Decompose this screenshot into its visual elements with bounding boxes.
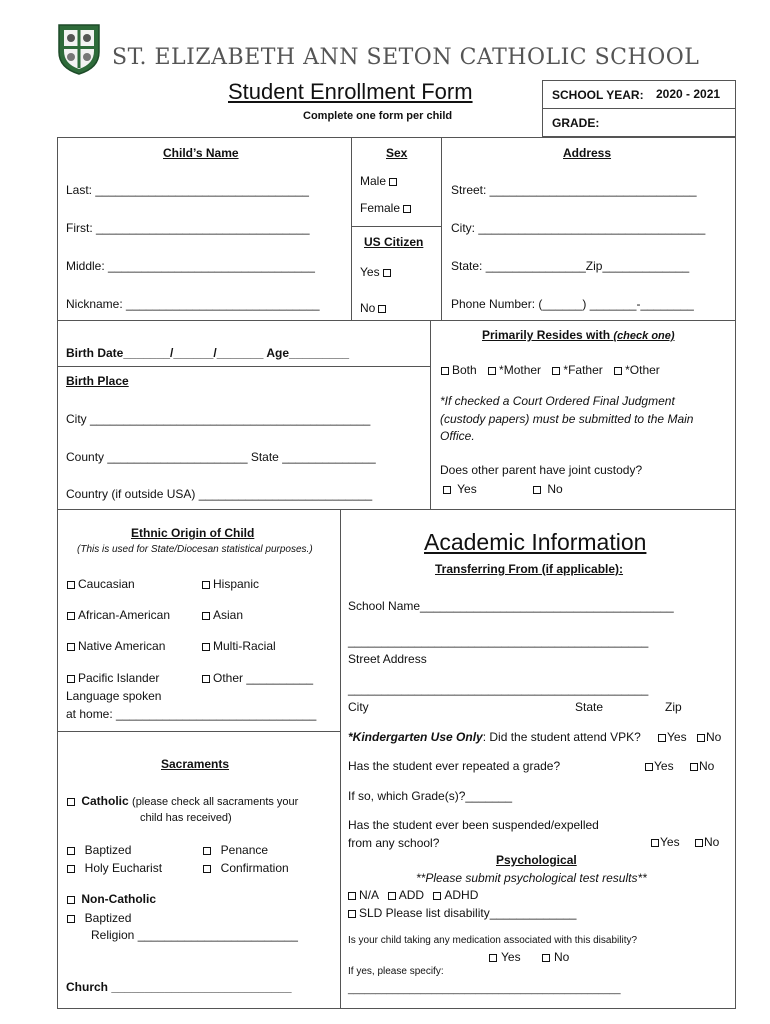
confirmation-checkbox[interactable] xyxy=(203,865,211,873)
ethnic-asian[interactable] xyxy=(199,608,243,622)
sacraments-heading: Sacraments xyxy=(161,757,230,771)
nc-baptized-checkbox[interactable] xyxy=(67,915,75,923)
asian-label: Asian xyxy=(213,608,244,622)
other-ethnic-checkbox[interactable] xyxy=(202,675,210,683)
vpk-yes-checkbox[interactable] xyxy=(658,734,666,742)
adhd-checkbox[interactable] xyxy=(433,892,441,900)
resides-heading xyxy=(482,328,675,342)
academic-zip-label: Zip xyxy=(665,700,682,714)
joint-no-label: No xyxy=(547,482,563,496)
vpk-no-label: No xyxy=(706,730,722,744)
penance-label: Penance xyxy=(220,843,269,857)
catholic-note: (please check all sacraments your xyxy=(132,796,299,808)
nc-baptized-label: Baptized xyxy=(84,911,132,925)
sacrament-baptized[interactable] xyxy=(64,843,131,857)
non-catholic-checkbox[interactable] xyxy=(67,896,75,904)
catholic-label: Catholic xyxy=(81,794,129,808)
custody-note-line3: Office. xyxy=(440,429,475,443)
repeated-yes[interactable] xyxy=(644,759,674,773)
adhd-label: ADHD xyxy=(444,888,479,902)
birth-country-field[interactable]: Country (if outside USA) __________________________ xyxy=(66,487,373,501)
school-name-line2[interactable]: _____________________________________________ xyxy=(348,634,649,648)
psych-options xyxy=(348,888,478,902)
childs-name-heading: Child’s Name xyxy=(163,146,239,160)
medication-no-checkbox[interactable] xyxy=(542,954,550,962)
suspended-no-checkbox[interactable] xyxy=(695,839,703,847)
pacific-islander-checkbox[interactable] xyxy=(67,675,75,683)
baptized-checkbox[interactable] xyxy=(67,847,75,855)
multi-racial-label: Multi-Racial xyxy=(213,639,276,653)
penance-checkbox[interactable] xyxy=(203,847,211,855)
repeated-no[interactable] xyxy=(689,759,714,773)
sacrament-confirmation[interactable] xyxy=(200,861,289,875)
catholic-note-line2: child has received) xyxy=(140,812,232,824)
school-year-value: 2020 - 2021 xyxy=(656,87,721,101)
resides-father-label: *Father xyxy=(563,363,603,377)
citizen-yes-option[interactable] xyxy=(360,265,394,279)
citizen-yes-checkbox[interactable] xyxy=(383,269,391,277)
citizen-yes-label: Yes xyxy=(360,265,380,279)
vpk-no[interactable] xyxy=(696,730,721,744)
joint-custody-yes[interactable] xyxy=(440,482,477,496)
street-address-label: Street Address xyxy=(348,652,427,666)
citizen-no-checkbox[interactable] xyxy=(378,305,386,313)
suspended-question-line2: from any school? xyxy=(348,836,440,850)
resides-options xyxy=(438,363,660,377)
na-label: N/A xyxy=(359,888,379,902)
eucharist-label: Holy Eucharist xyxy=(84,861,163,875)
pacific-islander-label: Pacific Islander xyxy=(78,671,160,685)
resides-father-checkbox[interactable] xyxy=(552,367,560,375)
custody-note-line1: *If checked a Court Ordered Final Judgment xyxy=(440,394,675,408)
sex-male-option[interactable] xyxy=(360,174,400,188)
sex-male-label: Male xyxy=(360,174,387,188)
academic-heading: Academic Information xyxy=(424,529,647,555)
eucharist-checkbox[interactable] xyxy=(67,865,75,873)
native-american-checkbox[interactable] xyxy=(67,643,75,651)
resides-heading-note: (check one) xyxy=(613,330,675,342)
ethnic-pacific-islander[interactable] xyxy=(64,671,159,685)
vpk-yes[interactable] xyxy=(657,730,687,744)
other-ethnic-label: Other __________ xyxy=(213,671,314,685)
citizen-no-option[interactable] xyxy=(360,301,389,315)
school-name-field[interactable]: School Name______________________________________ xyxy=(348,599,674,613)
birth-county-state-field[interactable]: County _____________________ State ______________ xyxy=(66,450,376,464)
academic-city-label: City xyxy=(348,700,369,714)
suspended-no[interactable] xyxy=(694,835,719,849)
nickname-field[interactable]: Nickname: _____________________________ xyxy=(66,297,320,311)
street-address-line[interactable]: _____________________________________________ xyxy=(348,682,649,696)
vpk-no-checkbox[interactable] xyxy=(697,734,705,742)
native-american-label: Native American xyxy=(78,639,166,653)
transferring-heading: Transferring From (if applicable): xyxy=(435,562,624,576)
citizen-no-label: No xyxy=(360,301,376,315)
caucasian-checkbox[interactable] xyxy=(67,581,75,589)
custody-note-line2: (custody papers) must be submitted to the Main xyxy=(440,412,694,426)
specify-label: If yes, please specify: xyxy=(348,966,444,977)
hispanic-label: Hispanic xyxy=(213,577,260,591)
joint-yes-checkbox[interactable] xyxy=(443,486,451,494)
ethnic-african-american[interactable] xyxy=(64,608,170,622)
catholic-checkbox[interactable] xyxy=(67,798,75,806)
grade-label: GRADE: xyxy=(552,116,600,130)
which-grade-field[interactable]: If so, which Grade(s)?_______ xyxy=(348,789,513,803)
repeated-yes-label: Yes xyxy=(654,759,674,773)
kindergarten-label: *Kindergarten Use Only xyxy=(348,730,483,744)
phone-field[interactable]: Phone Number: (______) _______-________ xyxy=(451,297,694,311)
ethnic-heading: Ethnic Origin of Child xyxy=(131,526,255,540)
first-name-field[interactable]: First: ________________________________ xyxy=(66,221,310,235)
religion-field[interactable]: Religion ________________________ xyxy=(91,928,298,942)
resides-mother-checkbox[interactable] xyxy=(488,367,496,375)
us-citizen-heading: US Citizen xyxy=(364,235,424,249)
joint-yes-label: Yes xyxy=(457,482,477,496)
school-crest-logo xyxy=(56,22,102,76)
african-american-checkbox[interactable] xyxy=(67,612,75,620)
church-field[interactable]: Church ___________________________ xyxy=(66,980,292,994)
medication-question: Is your child taking any medication associated with this disability? xyxy=(348,935,638,946)
nc-baptized-option[interactable] xyxy=(64,911,131,925)
resides-mother-label: *Mother xyxy=(499,363,542,377)
sex-heading: Sex xyxy=(386,146,408,160)
birth-city-field[interactable]: City __________________________________________ xyxy=(66,412,371,426)
last-name-field[interactable]: Last: ________________________________ xyxy=(66,183,309,197)
city-field[interactable]: City: __________________________________ xyxy=(451,221,706,235)
repeated-no-checkbox[interactable] xyxy=(690,763,698,771)
form-title: Student Enrollment Form xyxy=(228,79,473,104)
ethnic-other[interactable] xyxy=(199,671,313,685)
street-field[interactable]: Street: _______________________________ xyxy=(451,183,697,197)
sex-female-option[interactable] xyxy=(360,201,414,215)
academic-state-label: State xyxy=(575,700,604,714)
resides-other-label: *Other xyxy=(625,363,660,377)
medication-yes-checkbox[interactable] xyxy=(489,954,497,962)
sex-female-checkbox[interactable] xyxy=(403,205,411,213)
baptized-label: Baptized xyxy=(84,843,132,857)
african-american-label: African-American xyxy=(78,608,171,622)
repeated-grade-question: Has the student ever repeated a grade? xyxy=(348,759,561,773)
repeated-yes-checkbox[interactable] xyxy=(645,763,653,771)
na-checkbox[interactable] xyxy=(348,892,356,900)
caucasian-label: Caucasian xyxy=(78,577,135,591)
add-label: ADD xyxy=(398,888,425,902)
state-zip-field[interactable]: State: _______________Zip_____________ xyxy=(451,259,690,273)
sex-female-label: Female xyxy=(360,201,401,215)
sld-field[interactable] xyxy=(348,906,576,920)
kindergarten-question xyxy=(348,730,641,744)
joint-no-checkbox[interactable] xyxy=(533,486,541,494)
repeated-no-label: No xyxy=(699,759,715,773)
resides-both-label: Both xyxy=(452,363,477,377)
suspended-yes-label: Yes xyxy=(660,835,680,849)
resides-heading-text: Primarily Resides with xyxy=(482,328,611,342)
asian-checkbox[interactable] xyxy=(202,612,210,620)
suspended-no-label: No xyxy=(704,835,720,849)
medication-no[interactable] xyxy=(542,950,569,964)
sacrament-penance[interactable] xyxy=(200,843,268,857)
suspended-yes-checkbox[interactable] xyxy=(651,839,659,847)
kindergarten-question-text: : Did the student attend VPK? xyxy=(482,730,641,744)
suspended-question-line1: Has the student ever been suspended/expelled xyxy=(348,818,599,832)
sacrament-eucharist[interactable] xyxy=(64,861,162,875)
language-label: Language spoken xyxy=(66,689,162,703)
language-field[interactable]: at home: ______________________________ xyxy=(66,707,317,721)
middle-name-field[interactable]: Middle: _______________________________ xyxy=(66,259,315,273)
vpk-yes-label: Yes xyxy=(667,730,687,744)
joint-custody-no[interactable] xyxy=(530,482,563,496)
medication-no-label: No xyxy=(554,950,570,964)
psychological-note: **Please submit psychological test results** xyxy=(416,871,647,885)
medication-yes[interactable] xyxy=(489,950,521,964)
catholic-option[interactable] xyxy=(64,794,298,808)
birth-place-heading: Birth Place xyxy=(66,374,129,388)
resides-other-checkbox[interactable] xyxy=(614,367,622,375)
hispanic-checkbox[interactable] xyxy=(202,581,210,589)
ethnic-native-american[interactable] xyxy=(64,639,165,653)
joint-custody-question: Does other parent have joint custody? xyxy=(440,463,643,477)
psychological-heading: Psychological xyxy=(496,853,577,867)
confirmation-label: Confirmation xyxy=(220,861,289,875)
suspended-yes[interactable] xyxy=(650,835,680,849)
non-catholic-label: Non-Catholic xyxy=(81,892,157,906)
medication-yes-label: Yes xyxy=(501,950,521,964)
ethnic-caucasian[interactable] xyxy=(64,577,135,591)
add-checkbox[interactable] xyxy=(388,892,396,900)
ethnic-hispanic[interactable] xyxy=(199,577,259,591)
birth-date-field[interactable]: Birth Date_______/______/_______ Age_________ xyxy=(66,346,350,360)
non-catholic-option[interactable] xyxy=(64,892,156,906)
ethnic-note: (This is used for State/Diocesan statistical purposes.) xyxy=(77,544,313,555)
ethnic-multi-racial[interactable] xyxy=(199,639,276,653)
sex-male-checkbox[interactable] xyxy=(389,178,397,186)
address-heading: Address xyxy=(563,146,612,160)
sld-label: SLD Please list disability_____________ xyxy=(359,906,577,920)
form-subtitle: Complete one form per child xyxy=(303,110,453,122)
resides-both-checkbox[interactable] xyxy=(441,367,449,375)
school-year-label: SCHOOL YEAR: xyxy=(552,88,644,102)
specify-line[interactable]: _________________________________________________ xyxy=(348,984,621,995)
school-name: ST. ELIZABETH ANN SETON CATHOLIC SCHOOL xyxy=(112,45,700,70)
multi-racial-checkbox[interactable] xyxy=(202,643,210,651)
sld-checkbox[interactable] xyxy=(348,910,356,918)
